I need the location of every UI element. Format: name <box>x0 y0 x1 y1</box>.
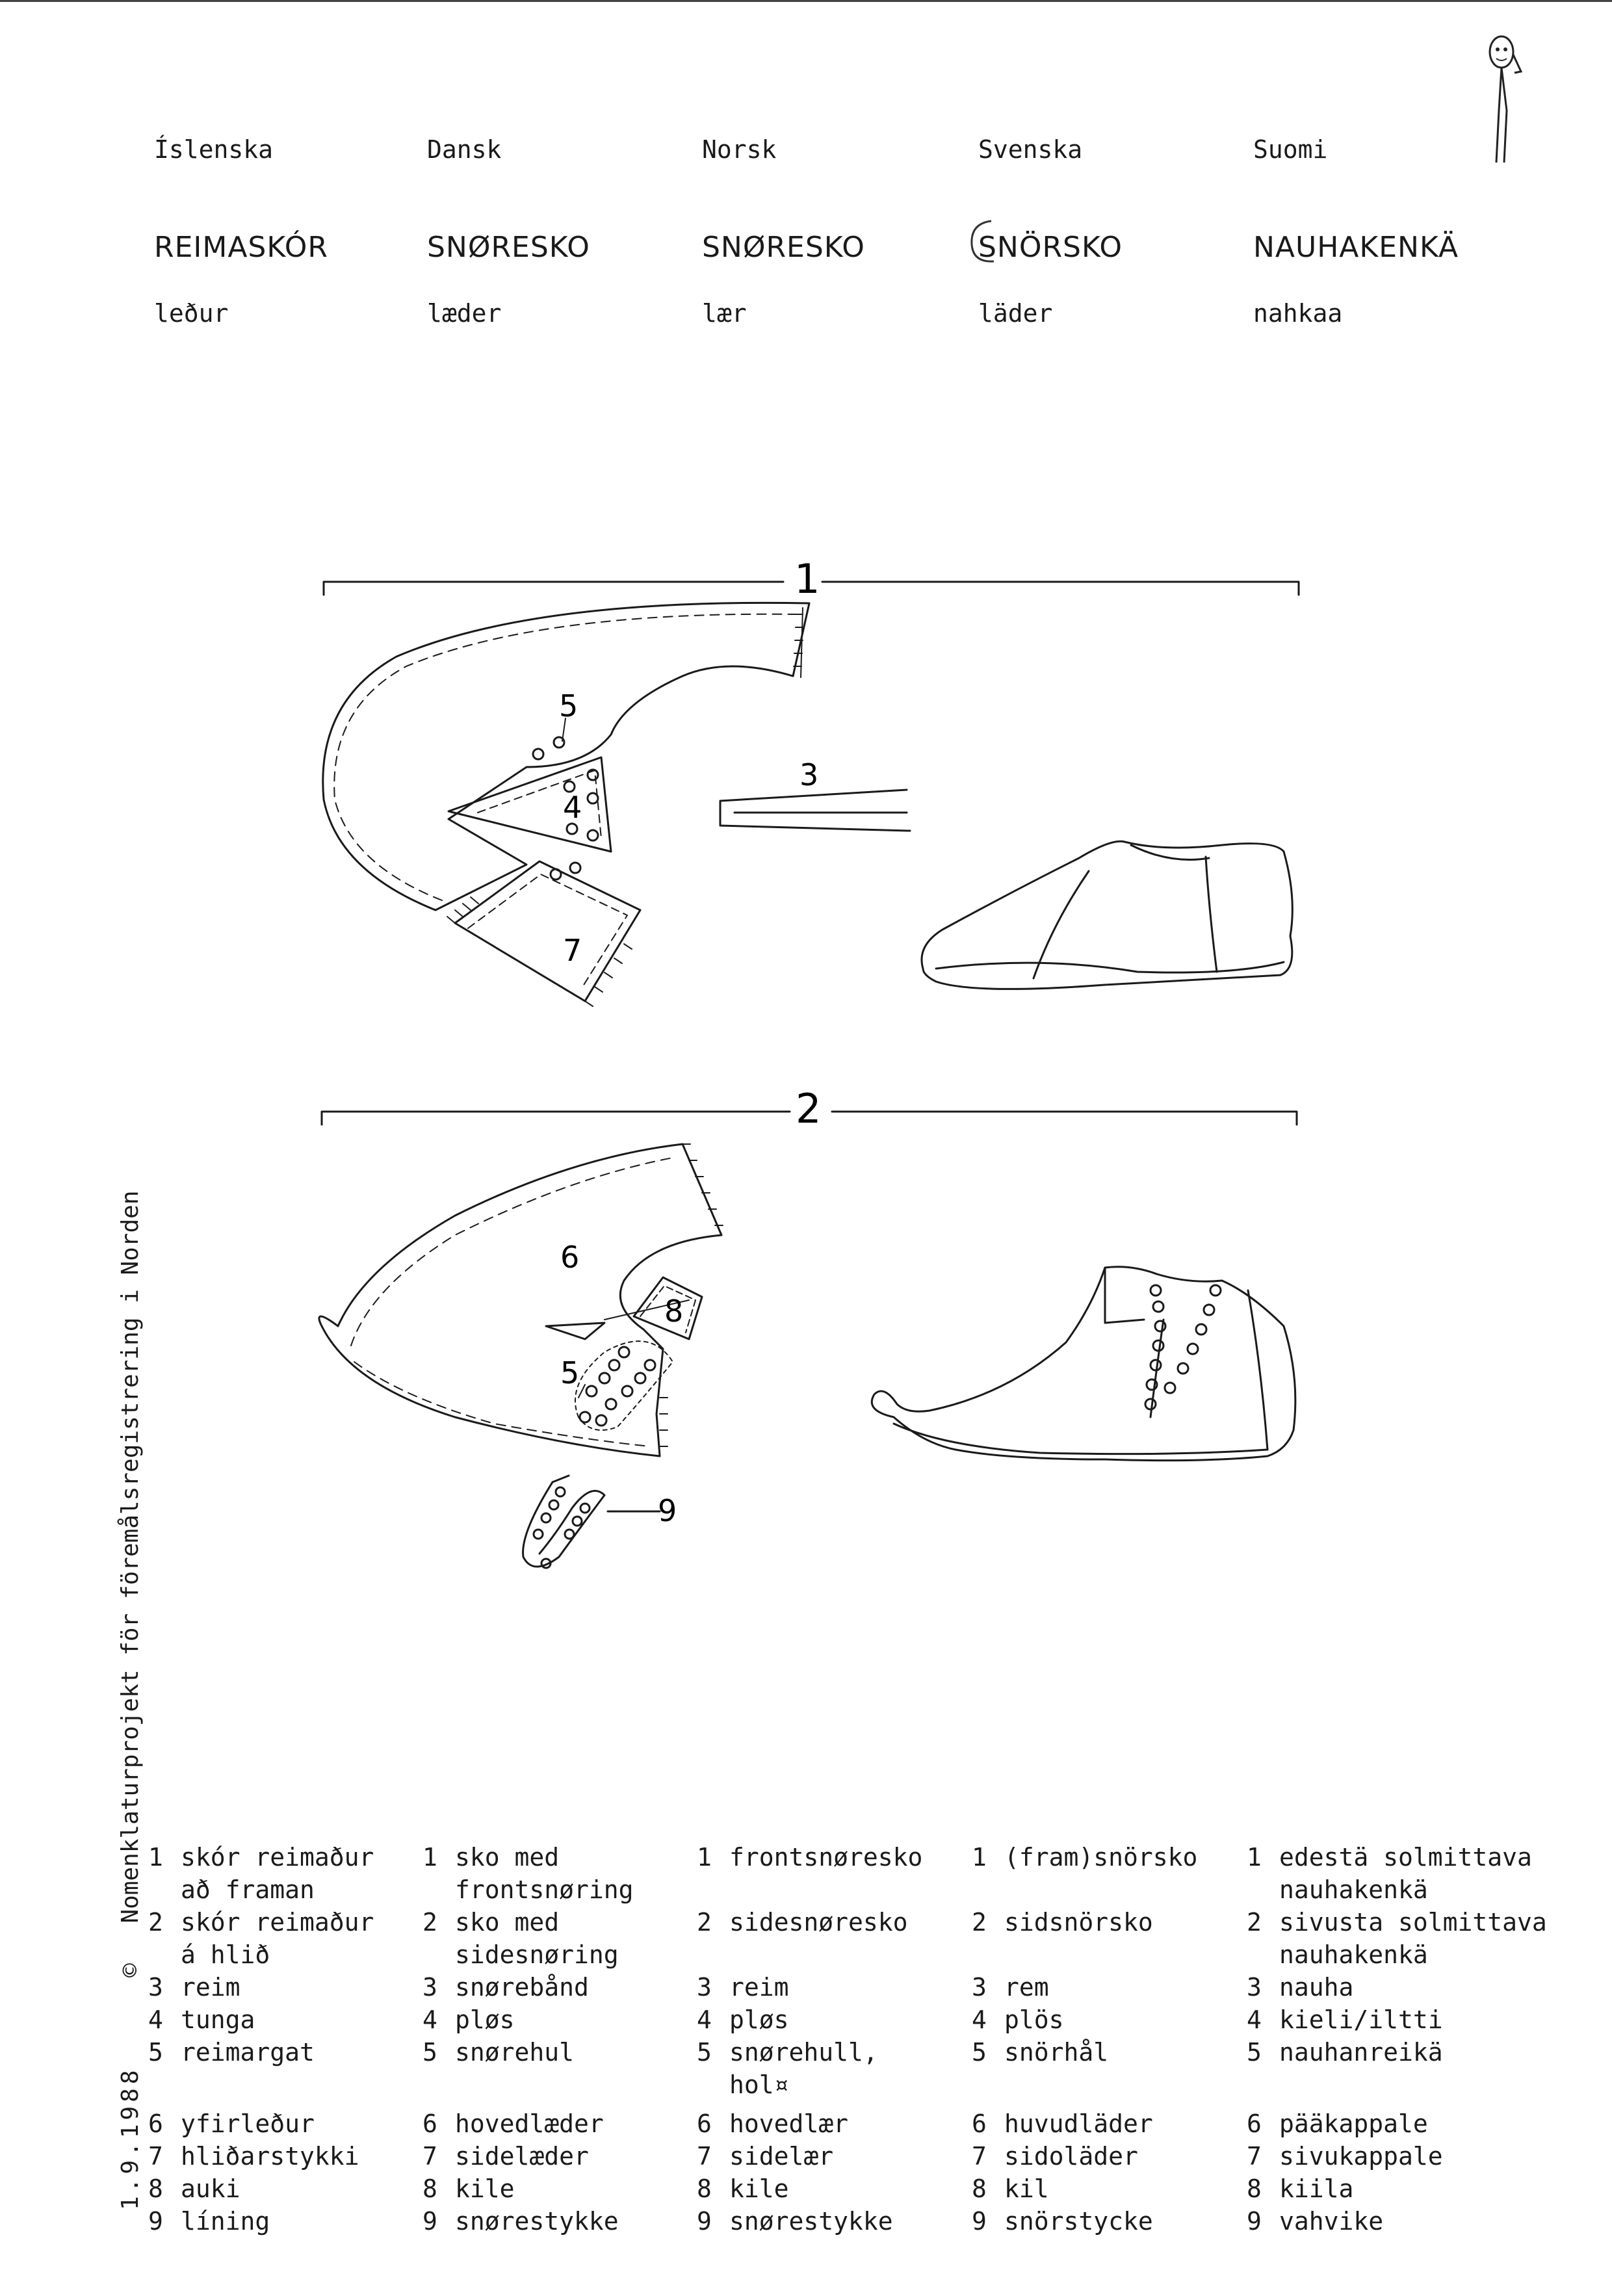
date-stamp: 1.9.1988 <box>117 2066 144 2210</box>
legend-item-line: frontsnøring <box>455 1875 634 1904</box>
legend-item-line: kile <box>455 2174 515 2203</box>
pattern-piece-main-2 <box>319 1144 723 1456</box>
legend-item-number: 4 <box>422 2005 437 2034</box>
legend-item-line: sidsnörsko <box>1004 1908 1153 1937</box>
legend-item-text <box>181 2107 315 2140</box>
legend-item <box>148 1841 374 1906</box>
legend-item <box>972 1971 1049 2003</box>
legend-item-number: 5 <box>148 2038 163 2067</box>
legend-item-number: 5 <box>697 2038 712 2067</box>
object-name: SNØRESKO <box>702 231 865 264</box>
legend-item-number: 6 <box>148 2109 163 2138</box>
legend-item-number: 4 <box>972 2005 987 2034</box>
legend-item-line: plös <box>1004 2005 1064 2034</box>
legend-item-number: 3 <box>422 1973 437 2002</box>
project-title: Nomenklaturprojekt för föremålsregistrering i Norden <box>117 1190 144 1924</box>
legend-item-text <box>729 1971 789 2003</box>
legend-item-number: 1 <box>697 1843 712 1872</box>
legend-item <box>422 2003 515 2036</box>
legend-item-line: snörhål <box>1004 2038 1109 2067</box>
legend-item-number: 9 <box>1247 2207 1262 2236</box>
legend-item <box>697 1971 789 2003</box>
legend-item-number: 6 <box>697 2109 712 2138</box>
legend-item-text <box>181 1906 374 1971</box>
legend-item-number: 8 <box>148 2174 163 2203</box>
legend-item-line: sidesnøresko <box>729 1908 908 1937</box>
legend-item <box>697 2172 789 2205</box>
object-name: SNÖRSKO <box>978 231 1123 264</box>
legend-item-text <box>455 2107 604 2140</box>
legend-item-number: 8 <box>422 2174 437 2203</box>
legend-item-line: pääkappale <box>1279 2109 1428 2138</box>
legend-item-line: snørehull, <box>729 2038 878 2067</box>
legend-item-number: 6 <box>972 2109 987 2138</box>
part-label: 8 <box>664 1294 684 1329</box>
legend-item <box>1247 2172 1353 2205</box>
legend-item-text <box>1004 1841 1197 1873</box>
material-label: leður <box>154 299 229 328</box>
legend-item-number: 8 <box>697 2174 712 2203</box>
legend-item <box>697 2107 848 2140</box>
part-label: 7 <box>563 933 582 968</box>
legend-item-line: sidoläder <box>1004 2142 1138 2171</box>
project-sidebar <box>117 1191 144 2211</box>
legend-item-number: 3 <box>972 1973 987 2002</box>
legend-item-number: 7 <box>422 2142 437 2171</box>
legend-item-line: pløs <box>729 2005 789 2034</box>
legend-item <box>697 1841 922 1873</box>
legend-item-number: 8 <box>1247 2174 1262 2203</box>
legend-item-text <box>1279 1971 1353 2003</box>
language-label: Svenska <box>978 135 1083 164</box>
legend-item-line: pløs <box>455 2005 515 2034</box>
legend-item-line: kile <box>729 2174 789 2203</box>
legend-item-text <box>1004 2003 1064 2036</box>
legend-column <box>972 1841 1245 2296</box>
legend-column <box>697 1841 970 2296</box>
part-label: 9 <box>658 1493 677 1528</box>
legend-item-text <box>455 1971 589 2003</box>
legend-item-line: (fram)snörsko <box>1004 1843 1198 1872</box>
legend-item-text <box>181 1971 240 2003</box>
legend-item-text <box>1279 2205 1383 2237</box>
legend-item-text <box>455 2140 589 2172</box>
legend-item <box>422 1906 619 1971</box>
legend-column <box>148 1841 421 2296</box>
legend-item-text <box>455 1906 619 1971</box>
legend-item-line: snørestykke <box>729 2207 893 2236</box>
legend-item <box>1247 2003 1443 2036</box>
legend-item-text <box>729 2003 789 2036</box>
legend-item <box>148 2205 270 2237</box>
legend-item <box>148 2140 359 2172</box>
legend-item-line: kieli/iltti <box>1279 2005 1443 2034</box>
legend-item-line: sidelær <box>729 2142 834 2171</box>
legend-item-text <box>181 2140 359 2172</box>
legend-item <box>972 2172 1049 2205</box>
legend-item <box>148 1971 240 2003</box>
material-label: lær <box>702 299 747 328</box>
legend-item <box>1247 2036 1443 2068</box>
legend-item-number: 2 <box>1247 1908 1262 1937</box>
legend-item-text <box>729 1841 922 1873</box>
legend-item-number: 3 <box>697 1973 712 2002</box>
legend-item-line: kiila <box>1279 2174 1354 2203</box>
legend-item <box>972 1906 1153 1938</box>
legend-item <box>697 2205 893 2237</box>
legend-item <box>422 2140 589 2172</box>
legend-item-line: skór reimaður <box>181 1843 374 1872</box>
language-label: Suomi <box>1253 135 1328 164</box>
legend-item-number: 3 <box>148 1973 163 2002</box>
legend-item-text <box>1279 2003 1443 2036</box>
legend-item-text <box>455 1841 634 1906</box>
legend-item-line: hol¤ <box>729 2070 789 2099</box>
legend-item-text <box>455 2205 619 2237</box>
legend-item <box>422 1971 589 2003</box>
legend-item-number: 1 <box>422 1843 437 1872</box>
legend-item-number: 6 <box>422 2109 437 2138</box>
legend-item <box>148 2107 315 2140</box>
legend-item-line: vahvike <box>1279 2207 1384 2236</box>
legend-item-line: frontsnøresko <box>729 1843 923 1872</box>
legend-item-number: 2 <box>148 1908 163 1937</box>
legend-item-line: nauhakenkä <box>1279 1875 1428 1904</box>
legend-item-line: huvudläder <box>1004 2109 1153 2138</box>
legend-item-text <box>1279 2107 1428 2140</box>
legend-item-line: sivukappale <box>1279 2142 1443 2171</box>
legend-item-text <box>1279 2172 1353 2205</box>
legend-item <box>1247 1971 1353 2003</box>
legend-item-line: sidelæder <box>455 2142 589 2171</box>
part-label: 4 <box>563 790 582 825</box>
legend-item <box>972 1841 1197 1873</box>
legend-item <box>1247 2140 1443 2172</box>
object-name: SNØRESKO <box>427 231 590 264</box>
legend-item-number: 7 <box>972 2142 987 2171</box>
legend-item <box>422 2205 619 2237</box>
legend-item-text <box>455 2036 574 2068</box>
legend-item-text <box>455 2003 515 2036</box>
legend-item-line: snørestykke <box>455 2207 619 2236</box>
legend-item-text <box>181 2036 315 2068</box>
legend-item <box>148 2003 255 2036</box>
legend-item-number: 5 <box>1247 2038 1262 2067</box>
legend-item <box>1247 1841 1532 1906</box>
legend-item <box>972 2003 1064 2036</box>
legend-item-text <box>1004 2036 1108 2068</box>
legend-item-number: 2 <box>972 1908 987 1937</box>
legend-item-line: sidesnøring <box>455 1940 619 1969</box>
legend-item-number: 6 <box>1247 2109 1262 2138</box>
legend-item <box>697 2140 833 2172</box>
part-label: 5 <box>560 1355 580 1390</box>
material-label: læder <box>427 299 502 328</box>
legend-item-line: skór reimaður <box>181 1908 374 1937</box>
legend-item-number: 4 <box>697 2005 712 2034</box>
language-label: Dansk <box>427 135 502 164</box>
legend-item-text <box>181 2172 240 2205</box>
legend-item-text <box>181 1841 374 1906</box>
legend-item-number: 7 <box>1247 2142 1262 2171</box>
legend-item-text <box>1004 2140 1138 2172</box>
part-label: 3 <box>800 757 819 792</box>
pattern-piece-reinforcement <box>523 1476 660 1568</box>
legend-item-line: tunga <box>181 2005 255 2034</box>
copyright-symbol: © <box>117 1963 144 1977</box>
legend-item <box>422 2036 574 2068</box>
legend-item-text <box>181 2003 255 2036</box>
legend-item-number: 9 <box>148 2207 163 2236</box>
legend-item-line: sko med <box>455 1843 560 1872</box>
legend-item <box>972 2036 1108 2068</box>
legend-item-text <box>1004 1906 1153 1938</box>
pattern-piece-strap <box>720 790 910 831</box>
legend-item-number: 5 <box>972 2038 987 2067</box>
legend-item-number: 1 <box>972 1843 987 1872</box>
legend-item-line: hliðarstykki <box>181 2142 359 2171</box>
legend-item-line: reim <box>729 1973 789 2002</box>
legend-item-number: 4 <box>1247 2005 1262 2034</box>
legend-item-number: 2 <box>422 1908 437 1937</box>
legend-item-number: 9 <box>972 2207 987 2236</box>
legend-column <box>1247 1841 1547 2296</box>
object-name: REIMASKÓR <box>154 231 328 264</box>
legend-item <box>422 1841 634 1906</box>
legend-item <box>697 1906 908 1938</box>
legend-item-text <box>1004 2205 1153 2237</box>
legend-item-line: kil <box>1004 2174 1049 2203</box>
legend-item-text <box>729 2036 878 2101</box>
language-label: Íslenska <box>154 135 274 164</box>
legend-item-line: líning <box>181 2207 270 2236</box>
legend-item-text <box>729 2205 893 2237</box>
legend-item <box>148 2172 240 2205</box>
legend-item <box>972 2140 1138 2172</box>
legend-item <box>697 2003 789 2036</box>
legend-item <box>148 1906 374 1971</box>
legend-item-line: hovedlæder <box>455 2109 604 2138</box>
legend-item-text <box>1004 1971 1049 2003</box>
section-label: 2 <box>796 1085 822 1133</box>
language-label: Norsk <box>702 135 777 164</box>
legend-item-text <box>1004 2107 1153 2140</box>
legend-item-text <box>1279 2036 1443 2068</box>
legend-item-number: 9 <box>422 2207 437 2236</box>
legend-item-text <box>1279 1841 1532 1906</box>
legend-item-text <box>729 2107 848 2140</box>
legend-item-line: sko med <box>455 1908 560 1937</box>
legend-item <box>422 2107 604 2140</box>
legend-item-number: 1 <box>1247 1843 1262 1872</box>
legend-item <box>148 2036 315 2068</box>
legend-item-line: edestä solmittava <box>1279 1843 1532 1872</box>
legend-item-text <box>455 2172 515 2205</box>
material-label: läder <box>978 299 1053 328</box>
part-label: 5 <box>559 688 578 724</box>
legend-item-line: á hlið <box>181 1940 270 1969</box>
legend-item-text <box>1279 2140 1443 2172</box>
section-label: 1 <box>794 555 820 603</box>
legend-item-number: 8 <box>972 2174 987 2203</box>
shoe-front-lacing <box>922 841 1292 989</box>
legend-item-text <box>1004 2172 1049 2205</box>
legend-item <box>1247 2205 1383 2237</box>
legend-item-number: 7 <box>148 2142 163 2171</box>
legend-item-number: 7 <box>697 2142 712 2171</box>
legend-item-line: að framan <box>181 1875 315 1904</box>
legend-item-line: snørebånd <box>455 1973 589 2002</box>
legend-column <box>422 1841 696 2296</box>
legend-item <box>1247 2107 1428 2140</box>
legend-item-line: snörstycke <box>1004 2207 1153 2236</box>
shoe-side-lacing <box>872 1267 1295 1461</box>
legend-item-line: nauhakenkä <box>1279 1940 1428 1969</box>
legend-item-number: 4 <box>148 2005 163 2034</box>
legend-item <box>1247 1906 1547 1971</box>
legend-item-line: nauha <box>1279 1973 1354 2002</box>
legend-item <box>972 2107 1153 2140</box>
legend-item <box>422 2172 515 2205</box>
legend-item-line: reimargat <box>181 2038 315 2067</box>
object-name: NAUHAKENKÄ <box>1253 231 1459 264</box>
legend-item-line: sivusta solmittava <box>1279 1908 1547 1937</box>
legend-item-text <box>729 1906 908 1938</box>
legend-item <box>972 2205 1153 2237</box>
legend-item-number: 3 <box>1247 1973 1262 2002</box>
legend-item-number: 2 <box>697 1908 712 1937</box>
legend-item-number: 5 <box>422 2038 437 2067</box>
legend-item-line: auki <box>181 2174 240 2203</box>
legend-item-line: hovedlær <box>729 2109 849 2138</box>
legend-item-text <box>729 2140 833 2172</box>
legend-item-line: reim <box>181 1973 240 2002</box>
legend-item-line: rem <box>1004 1973 1049 2002</box>
legend-item <box>697 2036 878 2101</box>
legend-item-line: snørehul <box>455 2038 575 2067</box>
material-label: nahkaa <box>1253 299 1343 328</box>
legend-item-text <box>729 2172 789 2205</box>
pattern-piece-lacing-insert <box>575 1341 673 1430</box>
part-label: 6 <box>560 1240 580 1275</box>
legend-item-number: 9 <box>697 2207 712 2236</box>
legend-item-line: yfirleður <box>181 2109 315 2138</box>
legend-item-text <box>1279 1906 1547 1971</box>
legend-item-text <box>181 2205 270 2237</box>
pattern-piece-main-1 <box>323 603 809 910</box>
pattern-piece-side <box>447 861 640 1006</box>
legend-item-line: nauhanreikä <box>1279 2038 1443 2067</box>
legend-item-number: 1 <box>148 1843 163 1872</box>
